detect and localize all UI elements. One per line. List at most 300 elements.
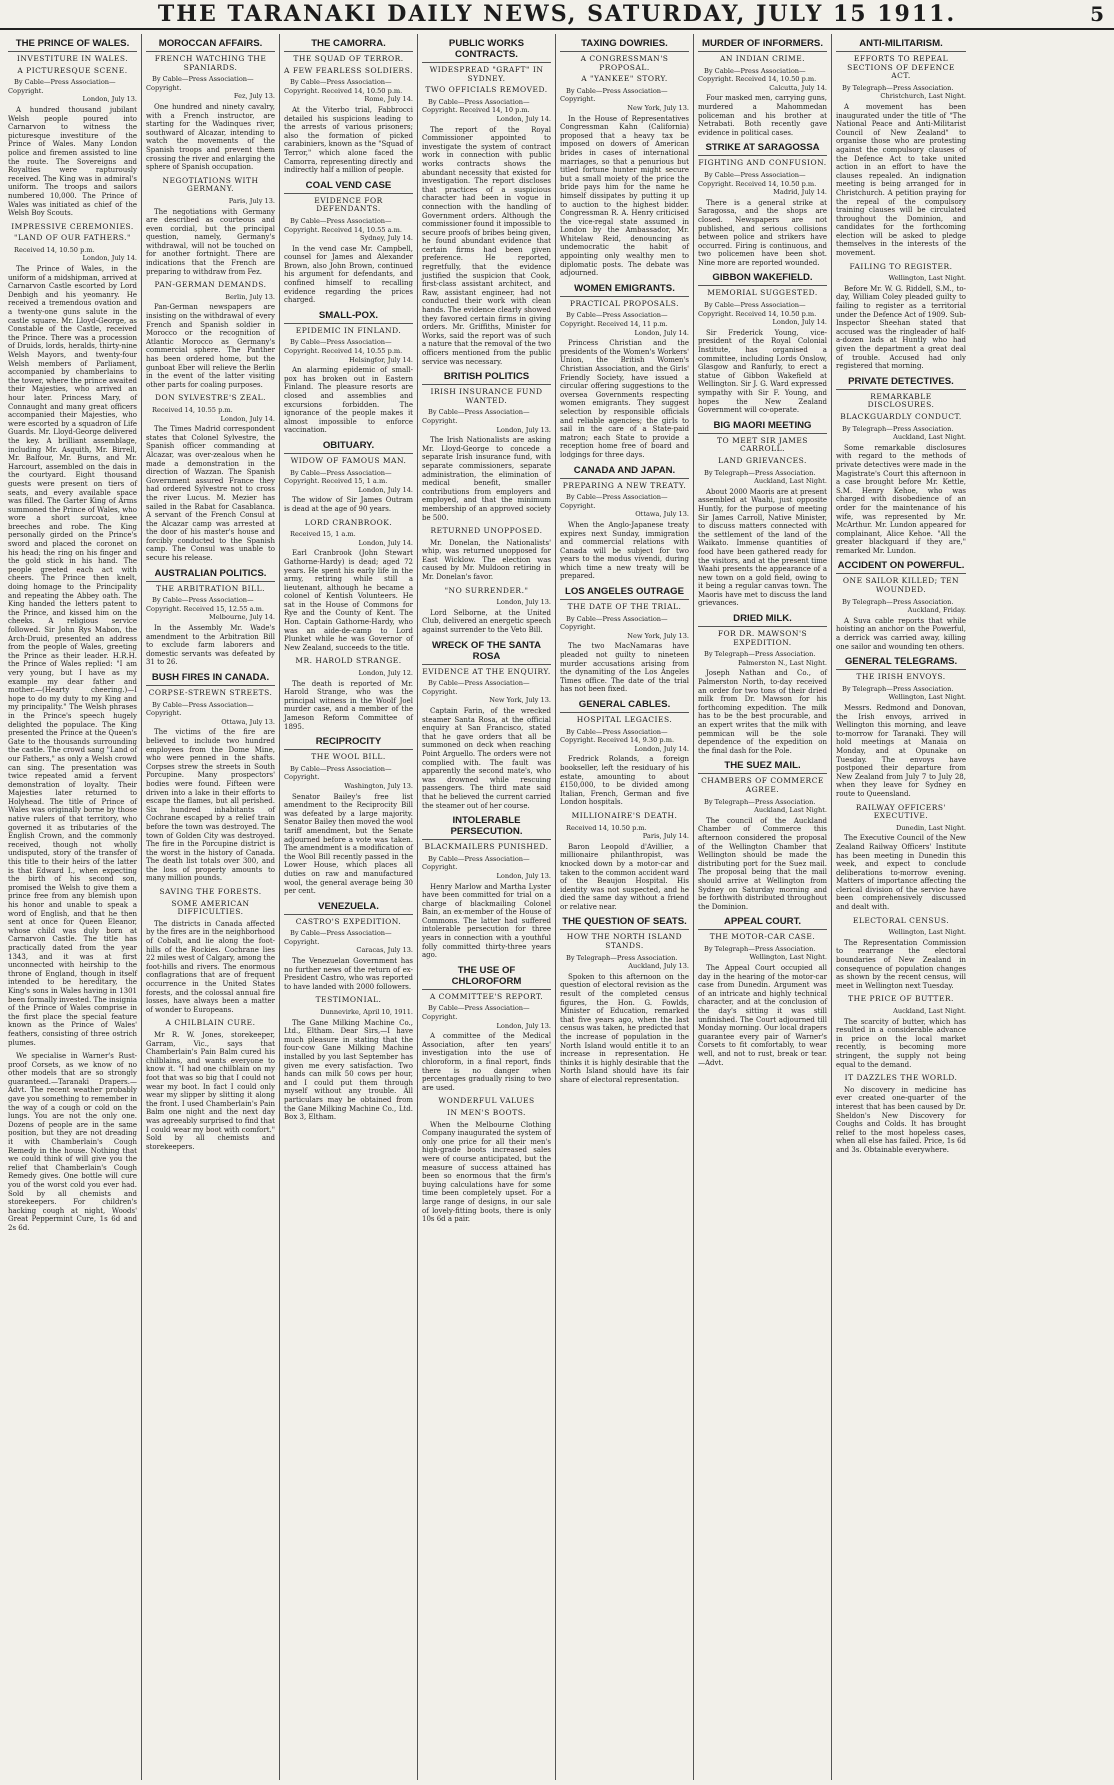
article-headline: VENEZUELA.: [284, 901, 413, 915]
article-credit: By Cable—Press Association—Copyright.: [146, 75, 254, 92]
article: [284, 519, 413, 653]
article-headline: GENERAL CABLES.: [560, 699, 689, 713]
article-body: [146, 425, 275, 563]
article-headline: COAL VEND CASE: [284, 180, 413, 194]
article-subheading: IT DAZZLES THE WORLD.: [844, 1073, 958, 1083]
article-credit: By Cable—Press Association—Copyright. Received 14, 10.50 p.m.: [698, 66, 817, 84]
article-paragraph: A movement has been inaugurated under the title of "The National Peace and Anti-Militarist Council of New Zealand" to organise those who are protesting against the compulsory clauses of the Defence Act to take united action in an effort to have the clauses repealed. An indignation meeting is being arranged for in Christchurch. A petition praying for the repeal of the compulsory training clauses will be circulated throughout the Dominion, and candidates for the forthcoming election will be asked to pledge themselves in the interests of the movement.: [836, 102, 966, 258]
article: [422, 527, 551, 582]
article-paragraph: One hundred and ninety cavalry, with a French instructor, are starting for the Wadinques river, southward of Alcazar, intending to watch the movements of the Spanish troops and prevent them crossing the river and enlarging the sphere of Spanish occupation.: [146, 102, 275, 172]
article-body: [284, 496, 413, 513]
article-subheading: A CONGRESSMAN'S PROPOSAL.: [580, 54, 669, 72]
article-subheading: TESTIMONIAL.: [315, 995, 382, 1005]
article: [836, 38, 966, 258]
article-credit: By Cable—Press Association—Copyright.: [422, 679, 530, 696]
article-body: [698, 488, 827, 608]
article: [284, 310, 413, 435]
article-dateline: Dunnevirke, April 10, 1911.: [320, 1008, 413, 1017]
article-subheading: "NO SURRENDER.": [444, 585, 529, 595]
article: [560, 38, 689, 278]
article: [836, 376, 966, 556]
article-dateline: London, July 14.: [82, 254, 137, 263]
article-paragraph: A hundred thousand jubilant Welsh people poured into Carnarvon to witness the picturesque investiture of the Prince of Wales. Many London police and firemen assisted to line the route. The Sovereigns and Royalties were rapturously received. The King was in admiral's uniform. The troops and sailors numbered 10,000. The Prince of Wales was initiated as chief of the Welsh Boy Scouts.: [8, 105, 137, 218]
news-column: [556, 34, 694, 1780]
article-body: [284, 245, 413, 305]
article-body: [146, 920, 275, 1015]
article-subheading: NEGOTIATIONS WITH GERMANY.: [162, 175, 259, 194]
article-paragraph: Pan-German newspapers are insisting on the withdrawal of every French and Spanish soldier in Morocco or the recognition of Atlantic Morocco as Germany's commercial sphere. The Panther has been ordered home, but the gunboat Eber will relieve the Berlin in the event of the latter visiting other parts for coaling purposes.: [146, 303, 275, 389]
article: [836, 1074, 966, 1154]
article: [698, 272, 827, 414]
article-body: [422, 1032, 551, 1092]
article-paragraph: The Representation Commission to rearrange the electoral boundaries of New Zealand in consequence of population changes as shown by the recent census, will meet in Wellington next Tuesday.: [836, 938, 966, 990]
article-headline: APPEAL COURT.: [698, 916, 827, 930]
article-subheading: AN INDIAN CRIME.: [719, 54, 806, 63]
article-subheading: CASTRO'S EXPEDITION.: [295, 916, 402, 926]
article-headline: WOMEN EMIGRANTS.: [560, 283, 689, 297]
article-body: [698, 94, 827, 137]
article-subheading: INVESTITURE IN WALES.: [16, 54, 129, 63]
article: [8, 38, 137, 218]
article-subheading: A COMMITTEE'S REPORT.: [429, 991, 544, 1001]
news-column: [280, 34, 418, 1780]
article-dateline: London, July 14.: [358, 485, 413, 494]
article: [422, 38, 551, 366]
article-paragraph: About 2000 Maoris are at present assembled at Waahi, just opposite Huntly, for the purpose of meeting Sir James Carroll, Native Minister, to discuss matters connected with the settlement of the land of the Waikato. Immense quantities of food have been gathered ready for the visitors, and at the present time Waahi presents the appearance of a new town on a gold field, owing to it being a regular canvas town. The Maoris have met to discuss the land grievances.: [698, 487, 827, 608]
article-subheading: BLACKGUARDLY CONDUCT.: [840, 411, 962, 421]
article-paragraph: The districts in Canada affected by the fires are in the neighborhood of Cobalt, and lie along the foot-hills of the Rockies. Cochrane lies 22 miles west of Calgary, among the foot-hills and rivers. The enormous conflagrations that are of frequent occurrence in the United States forests, and the colossal annual fire losses, have always been a matter of wonder to Europeans.: [146, 919, 275, 1014]
article-paragraph: Earl Cranbrook (John Stewart Gathorne-Hardy) is dead; aged 72 years. He spent his early life in the army, retiring while still a lieutenant, although he became a colonel of Kentish Volunteers. He sat in the House of Commons for Rye and the County of Kent. The Hon. Captain Gathorne-Hardy, who was an aide-de-camp to Lord Plunket while he was Governor of New Zealand, succeeds to the title.: [284, 549, 413, 652]
article-headline: CANADA AND JAPAN.: [560, 465, 689, 479]
columns-container: [0, 30, 1114, 1780]
article-subheading: HOSPITAL LEGACIES.: [576, 715, 673, 724]
article-headline: ACCIDENT ON POWERFUL.: [836, 560, 966, 574]
article-body: [284, 793, 413, 896]
article-subheading: SAVING THE FORESTS.: [159, 887, 262, 897]
news-column: [418, 34, 556, 1780]
article-credit: By Cable—Press Association—Copyright.: [560, 493, 668, 510]
article-paragraph: The council of the Auckland Chamber of Commerce this afternoon considered the proposal of the Wellington Chamber that Wellington should be made the distributing port for the Suez mail. The proposal being that the mail should arrive at Wellington from Sydney on Saturday morning and be forthwith distributed throughout the Dominion.: [698, 816, 827, 911]
article-headline: RECIPROCITY: [284, 736, 413, 750]
article-body: [836, 103, 966, 258]
article-body: [560, 339, 689, 459]
article: [284, 996, 413, 1121]
article-paragraph: The two MacNamaras have pleaded not guilty to nineteen murder accusations arising from the dynamiting of the Los Angeles Times office. The date of the trial has not been fixed.: [560, 642, 689, 694]
article-dateline: Auckland, Last Night.: [754, 477, 827, 486]
article-body: [8, 106, 137, 218]
article-paragraph: A Suva cable reports that while hoisting an anchor on the Powerful, a derrick was carried away, killing one sailor and wounding ten others.: [836, 616, 966, 651]
masthead-title: THE TARANAKI DAILY NEWS, SATURDAY, JULY 15 1911.: [157, 1, 957, 27]
article: [560, 916, 689, 1084]
article-dateline: Melbourne, July 14.: [209, 613, 275, 622]
article-headline: MURDER OF INFORMERS.: [698, 38, 827, 52]
article-subheading: LORD CRANBROOK.: [304, 517, 393, 527]
article-subheading: IMPRESSIVE CEREMONIES.: [11, 221, 134, 231]
article-paragraph: The Appeal Court occupied all day in the hearing of the motor-car case from Dunedin. Argument was of an intricate and highly technical character, and at the conclusion of the day's sitting it was still unfinished. The Court adjourned till Monday morning. Our local drapers guarantee every pair of Warner's Corsets to fit comfortably, to wear well, and not to rust, break or tear.—Advt.: [698, 964, 827, 1067]
article: [560, 699, 689, 807]
article-credit: By Cable—Press Association—Copyright. Received 14, 10.50 p.m.: [698, 301, 817, 318]
article-body: [560, 115, 689, 278]
article-paragraph: No discovery in medicine has ever created one-quarter of the interest that has been caused by Dr. Sheldon's New Discovery for Coughs and Colds. It has brought relief to the most hopeless cases, when all else has failed. Price, 1s 6d and 3s. Obtainable everywhere.: [836, 1085, 966, 1154]
article-headline: GIBBON WAKEFIELD.: [698, 272, 827, 286]
article-dateline: Caracas, July 13.: [356, 946, 413, 955]
article-body: [284, 1019, 413, 1122]
article-body: [422, 126, 551, 367]
article-headline: THE PRINCE OF WALES.: [8, 38, 137, 52]
news-column: [694, 34, 832, 1780]
article-headline: BIG MAORI MEETING: [698, 420, 827, 434]
article: [284, 38, 413, 175]
article: [284, 736, 413, 896]
article-credit: By Cable—Press Association—Copyright.: [8, 78, 116, 95]
article-headline: ANTI-MILITARISM.: [836, 38, 966, 52]
article-headline: THE QUESTION OF SEATS.: [560, 916, 689, 930]
article-credit: By Cable—Press Association—Copyright. Received 14, 10 p.m.: [422, 97, 530, 115]
article-credit: By Cable—Press Association—Copyright.: [422, 408, 530, 425]
article-body: [698, 817, 827, 912]
article-subheading: PRACTICAL PROPOSALS.: [569, 298, 680, 308]
article-subheading: "LAND OF OUR FATHERS.": [14, 233, 131, 243]
article-paragraph: Before Mr. W. G. Riddell, S.M., to-day, William Coley pleaded guilty to failing to register as a territorial under the Defence Act of 1909. Sub-Inspector Sheehan stated that accused was the ringleader of half-a-dozen lads at Huntly who had given the department a great deal of trouble. Accused had only registered that morning.: [836, 284, 966, 371]
article-dateline: Auckland, Last Night.: [754, 806, 827, 815]
article-body: [146, 103, 275, 172]
article-paragraph: Some remarkable disclosures with regard to the methods of private detectives were made in the Magistrate's Court this afternoon in a case brought before Mr. Kettle, S.M. Henry Kehoe, who was charged with disobedience of an order for the maintenance of his wife, was represented by Mr. McArthur. Mr. Lundon appeared for complainant, Alice Kehoe. "All the greater blackguard if they are," remarked Mr. Lundon.: [836, 443, 966, 555]
article-body: [836, 444, 966, 556]
article-body: [284, 549, 413, 652]
article-paragraph: The Executive Council of the New Zealand Railway Officers' Institute has been meeting in Dunedin this week, and expect to conclude deliberations to-morrow evening. Matters of importance affecting the clerical division of the service have been comprehensively discussed and dealt with.: [836, 834, 966, 912]
article: [836, 995, 966, 1069]
article-headline: BRITISH POLITICS: [422, 371, 551, 385]
article: [146, 394, 275, 562]
article-credit: By Cable—Press Association—Copyright.: [422, 1004, 530, 1022]
article-paragraph: When the Anglo-Japanese treaty expires next Sunday, immigration and commercial relations with Canada will be subject for two years to the modus vivendi, during which time a new treaty will be prepared.: [560, 520, 689, 581]
article: [422, 587, 551, 635]
article-dateline: New York, July 13.: [489, 696, 551, 705]
article-credit: By Cable—Press Association—Copyright.: [146, 700, 254, 718]
article-dateline: Paris, July 14.: [642, 832, 689, 841]
article-subheading: IN MEN'S BOOTS.: [447, 1107, 526, 1117]
article-dateline: Palmerston N., Last Night.: [738, 658, 827, 667]
article-headline: THE USE OF CHLOROFORM: [422, 965, 551, 990]
article-credit: By Telegraph—Press Association.: [842, 597, 954, 606]
article: [698, 38, 827, 137]
article-body: [836, 1018, 966, 1070]
article-subheading: EVIDENCE FOR DEFENDANTS.: [314, 195, 383, 214]
article-credit: By Cable—Press Association—Copyright. Received 14, 10.50 p.m.: [698, 170, 817, 188]
article-credit: By Telegraph—Press Association.: [704, 797, 816, 806]
article-paragraph: The death is reported of Mr. Harold Strange, who was the principal witness in the Woolf Joel murder case, and a member of the Jameson Reform Committee of 1895.: [284, 679, 413, 731]
article-dateline: Wellington, Last Night.: [749, 953, 827, 962]
article-subheading: EFFORTS TO REPEAL SECTIONS OF DEFENCE ACT.: [847, 54, 955, 81]
article-headline: BUSH FIRES IN CANADA.: [146, 672, 275, 686]
article-body: [422, 707, 551, 810]
article-headline: GENERAL TELEGRAMS.: [836, 656, 966, 670]
article-subheading: THE WOOL BILL.: [311, 752, 386, 762]
article-headline: OBITUARY.: [284, 440, 413, 454]
article-dateline: Berlin, July 13.: [225, 292, 275, 301]
article-subheading: A CHILBLAIN CURE.: [165, 1018, 256, 1028]
article: [698, 420, 827, 608]
article-dateline: Dunedin, Last Night.: [896, 823, 966, 832]
article-credit: Received 14, 10.55 p.m.: [152, 405, 233, 414]
article-paragraph: The Venezuelan Government has no further news of the return of ex-President Castro, who was reported to have landed with 2000 followers.: [284, 957, 413, 991]
article-paragraph: Joseph Nathan and Co., of Palmerston North, to-day received an order for two tons of their dried milk from Dr. Mawson for his forthcoming expedition. The milk has to be the best procurable, and an expert writes that the milk with pemmican will be the sole dependence of the expedition on the final dash for the Pole.: [698, 669, 827, 755]
article-body: [284, 680, 413, 732]
article: [284, 440, 413, 514]
article-body: [284, 106, 413, 175]
article-credit: By Cable—Press Association—Copyright. Received 14, 10.50 p.m.: [284, 78, 403, 95]
article-paragraph: Captain Farin, of the wrecked steamer Santa Rosa, at the official enquiry at San Francisco, stated that he gave orders that all be summoned on deck when reaching Point Arguello. The orders were not complied with. The fault was apparently the second mate's, who was drowned while rescuing passengers. The third mate said that he believed the current carried the steamer out of her course.: [422, 707, 551, 810]
article: [284, 657, 413, 731]
article-body: [698, 669, 827, 755]
article-body: [560, 973, 689, 1085]
article-paragraph: In the House of Representatives Congressman Kahn (California) proposed that a heavy tax be imposed on dowers of American brides in cases of international marriages, so that a penurious but titled fortune hunter might secure but a small moiety of the price the bride pays him for the name he himself dissipates by putting it up to auction to the highest bidder. Congressman R. A. Henry criticised the vice-regal state assumed in London by the Ambassador, Mr. Whitelaw Reid, denouncing as undemocratic the habit of appointing only wealthy men to diplomatic posts. The debate was adjourned.: [560, 114, 689, 278]
article-dateline: London, July 12.: [358, 669, 413, 678]
article-credit: By Telegraph—Press Association.: [842, 83, 954, 92]
article-subheading: THE ARBITRATION BILL.: [156, 583, 265, 593]
article: [836, 917, 966, 991]
article-paragraph: The Irish Nationalists are asking Mr. Lloyd-George to concede a separate Irish insurance fund, with separate commissioners, separate administration, the elimination of medical benefit, smaller contributions from employers and employed, and that the minimum membership of an approved society be 500.: [422, 436, 551, 522]
article-subheading: WIDOW OF FAMOUS MAN.: [290, 455, 407, 465]
article-body: [836, 1086, 966, 1155]
article-headline: THE SUEZ MAIL.: [698, 760, 827, 774]
article-subheading: PAN-GERMAN DEMANDS.: [154, 280, 267, 290]
article-dateline: Fez, July 13.: [233, 92, 275, 101]
article: [560, 812, 689, 912]
article-credit: By Telegraph—Press Association.: [704, 650, 816, 659]
article-body: [422, 1121, 551, 1224]
article: [146, 177, 275, 277]
article-paragraph: The scarcity of butter, which has resulted in a considerable advance in price on the local market recently, is becoming more stringent, the supply not being equal to the demand.: [836, 1017, 966, 1069]
article-paragraph: Baron Leopold d'Avillier, a millionaire philanthropist, was knocked down by a motor-car and taken to the common accident ward of the Beaujon Hospital. His identity was not suspected, and he died the same day without a friend or relative near.: [560, 842, 689, 911]
news-column: [142, 34, 280, 1780]
article-headline: PUBLIC WORKS CONTRACTS.: [422, 38, 551, 63]
article-subheading: ELECTORAL CENSUS.: [852, 915, 950, 925]
article-paragraph: Spoken to this afternoon on the question of electoral revision as the result of the completed census figures, the Hon. G. Fowlds, Minister of Education, remarked that five years ago, when the last census was taken, he predicted that the increase of population in the North Island would entitle it to an increase in representation. He thinks it is highly desirable that the North Island should have its fair share of electoral representation.: [560, 972, 689, 1084]
article: [284, 180, 413, 305]
article-body: [146, 728, 275, 883]
article: [422, 640, 551, 811]
article-headline: LOS ANGELES OUTRAGE: [560, 586, 689, 600]
article-paragraph: Fredrick Rolands, a foreign bookseller, left the residuary of his estate, amounting to about £150,000, to be divided among Italian, French, German and five London hospitals.: [560, 755, 689, 807]
article-dateline: Madrid, July 14.: [773, 188, 827, 197]
article-subheading: RETURNED UNOPPOSED.: [430, 526, 543, 536]
article-paragraph: Mr. Donelan, the Nationalists' whip, was returned unopposed for East Wicklow. The election was caused by Mr. Muldoon retiring in Mr. Donelan's favor.: [422, 538, 551, 582]
article-dateline: London, July 14.: [220, 414, 275, 423]
article-dateline: Sydney, July 14.: [360, 234, 413, 243]
article-credit: By Cable—Press Association—Copyright. Received 14, 10.55 a.m.: [284, 216, 402, 234]
article-credit: By Telegraph—Press Association.: [566, 953, 678, 962]
article-paragraph: Lord Selborne, at the United Club, delivered an energetic speech against surrender to the Veto Bill.: [422, 608, 551, 635]
article-body: [560, 642, 689, 694]
article-subheading: CORPSE-STREWN STREETS.: [148, 688, 273, 697]
article-paragraph: At the Viterbo trial, Fabbrocci detailed his suspicions leading to the arrests of various prisoners; also the formation of picked carabiniers, known as the "Squad of Terror," which alone faced the Camorra, representing directly and indirectly half a million of people.: [284, 105, 413, 175]
article-headline: INTOLERABLE PERSECUTION.: [422, 815, 551, 840]
article: [698, 916, 827, 1067]
article-dateline: London, July 13.: [496, 425, 551, 434]
article-subheading: A FEW FEARLESS SOLDIERS.: [284, 65, 413, 75]
article-dateline: London, July 13.: [496, 1021, 551, 1030]
article-body: [836, 704, 966, 799]
article-paragraph: There is a general strike at Saragossa, and the shops are closed. Newspapers are not published, and serious collisions between police and strikers have occurred. Firing is continuous, and two policemen have been shot. Nine more are reported wounded.: [698, 198, 827, 267]
article-dateline: Calcutta, July 14.: [769, 83, 827, 92]
article-subheading: MILLIONAIRE'S DEATH.: [571, 810, 678, 820]
article-body: [284, 366, 413, 435]
article-paragraph: When the Melbourne Clothing Company inaugurated the system of only one price for all their men's high-grade boots increased sales were of course anticipated, but the measure of success attained has been so enormous that the firm's buying calculations have for some time been completely upset. For a large range of designs, in our sale of lovely-fitting boots, there is only 10s 6d a pair.: [422, 1120, 551, 1224]
masthead: [0, 0, 1114, 30]
article-subheading: SOME AMERICAN DIFFICULTIES.: [171, 898, 250, 917]
article-subheading: THE DATE OF THE TRIAL.: [567, 602, 682, 612]
article-subheading: FOR DR. MAWSON'S EXPEDITION.: [717, 629, 808, 647]
article-subheading: THE SQUAD OF TERROR.: [293, 54, 404, 63]
article-body: [284, 957, 413, 991]
article-credit: By Cable—Press Association—Copyright.: [284, 764, 392, 782]
article-dateline: London, July 14.: [358, 538, 413, 547]
article-body: [836, 617, 966, 651]
article: [146, 568, 275, 667]
article: [422, 371, 551, 522]
article-subheading: LAND GRIEVANCES.: [718, 455, 807, 465]
article-headline: STRIKE AT SARAGOSSA: [698, 142, 827, 156]
article-paragraph: Sir Frederick Young, vice-president of the Royal Colonial Institute, has organised a committee, including Lords Onslow, Glasgow and Ranfurly, to erect a statue of Gibbon Wakefield at Wellington. Sir J. G. Ward expressed sympathy with Sir F. Young, and hopes the New Zealand Government will co-operate.: [698, 328, 827, 415]
article-subheading: THE MOTOR-CAR CASE.: [709, 932, 816, 942]
article-subheading: ONE SAILOR KILLED; TEN WOUNDED.: [842, 576, 960, 595]
article-paragraph: Messrs. Redmond and Donovan, the Irish envoys, arrived in Wellington this morning, and leave to-morrow for Taranaki. They will hold meetings at Manaia on Monday, and at Opunake on Tuesday. The envoys have postponed their departure from New Zealand from July 7 to July 28, when they leave for Sydney en route to Queensland.: [836, 704, 966, 798]
article-dateline: Auckland, Last Night.: [893, 433, 966, 442]
article-subheading: IRISH INSURANCE FUND WANTED.: [430, 387, 543, 405]
article-body: [422, 883, 551, 960]
article-credit: By Cable—Press Association—Copyright.: [560, 86, 668, 104]
article-subheading: A PICTURESQUE SCENE.: [17, 65, 128, 75]
page-number: 5: [1090, 2, 1104, 26]
article-subheading: WONDERFUL VALUES: [438, 1096, 535, 1106]
article-paragraph: Henry Marlow and Martha Lyster have been committed for trial on a charge of blackmailing Colonel Bain, an ex-member of the House of Commons. The latter had suffered intolerable persecution for three years in connection with a youthful folly committed thirty-three years ago.: [422, 882, 551, 960]
article-credit: By Cable—Press Association—Copyright.: [560, 614, 668, 632]
article-dateline: London, July 14.: [496, 114, 551, 123]
article-paragraph: In the vend case Mr. Campbell, counsel for James and Alexander Brown, also John Brown, continued his argument for defendants, and confined himself to recalling evidence regarding the prices charged.: [284, 244, 413, 305]
article-body: [422, 609, 551, 635]
article: [698, 760, 827, 911]
article-body: [836, 285, 966, 371]
article-dateline: Christchurch, Last Night.: [880, 92, 966, 101]
article-dateline: Washington, July 13.: [344, 781, 413, 790]
article: [560, 283, 689, 460]
article-headline: TAXING DOWRIES.: [560, 38, 689, 52]
article-subheading: TO MEET SIR JAMES CARROLL.: [717, 435, 808, 454]
article: [146, 1019, 275, 1151]
article-body: [146, 303, 275, 389]
article-subheading: MEMORIAL SUGGESTED.: [707, 288, 818, 298]
article-credit: Received 15, 1 a.m.: [290, 530, 356, 539]
article-subheading: EVIDENCE AT THE ENQUIRY.: [422, 666, 551, 676]
article: [422, 965, 551, 1093]
article: [560, 465, 689, 582]
article: [146, 888, 275, 1014]
article-headline: MOROCCAN AFFAIRS.: [146, 38, 275, 52]
news-column: [4, 34, 142, 1780]
article-subheading: EPIDEMIC IN FINLAND.: [295, 325, 402, 335]
article-paragraph: In the Assembly Mr. Wade's amendment to the Arbitration Bill to exclude farm laborers and domestic servants was defeated by 31 to 26.: [146, 624, 275, 667]
article: [146, 281, 275, 389]
article: [560, 586, 689, 694]
article-subheading: FRENCH WATCHING THE SPANIARDS.: [154, 54, 267, 72]
article-paragraph: The Gane Milking Machine Co., Ltd., Eltham. Dear Sirs,—I have much pleasure in stating that the four-cow Gane Milking Machine installed by you last September has given me every satisfaction. Two hands can milk 50 cows per hour, and I could put them through myself without any trouble. All particulars may be obtained from the Gane Milking Machine Co., Ltd. Box 3, Eltham.: [284, 1018, 413, 1122]
article-dateline: Wellington, Last Night.: [888, 928, 966, 937]
article-headline: THE CAMORRA.: [284, 38, 413, 52]
article-dateline: Helsingfor, July 14.: [348, 355, 413, 364]
article: [422, 815, 551, 960]
article-subheading: MR. HAROLD STRANGE.: [295, 656, 402, 666]
article-body: [560, 521, 689, 581]
article-body: [146, 208, 275, 277]
article-subheading: HOW THE NORTH ISLAND STANDS.: [566, 932, 683, 951]
article-credit: Received 14, 10.50 p.m.: [566, 823, 647, 832]
article: [836, 804, 966, 912]
article-dateline: Auckland, Last Night.: [893, 1007, 966, 1015]
article-credit: By Cable—Press Association—Copyright. Received 15, 1 a.m.: [284, 468, 392, 486]
article-credit: By Cable—Press Association—Copyright. Received 14, 9.30 p.m.: [560, 727, 675, 745]
article: [698, 142, 827, 267]
article-subheading: RAILWAY OFFICERS' EXECUTIVE.: [855, 802, 947, 821]
article-body: [698, 199, 827, 268]
article: [146, 672, 275, 883]
article-paragraph: Senator Bailey's free list amendment to the Reciprocity Bill was defeated by a large majority. Senator Bailey then moved the wool tariff amendment, but the Senate adjourned before a vote was taken. The amendment is a modification of the Wool Bill recently passed in the Lower House, which places all duties on raw and manufactured wool, the general average being 30 per cent.: [284, 792, 413, 896]
article-headline: DRIED MILK.: [698, 613, 827, 627]
article-subheading: FAILING TO REGISTER.: [849, 261, 953, 271]
article-paragraph: Princess Christian and the presidents of the Women's Workers' Union, the British Women's Christian Association, and the Girls' Friendly Society, have issued a circular offering suggestions to the oversea Governments respecting women emigrants. They suggest selection by responsible officials and reliable agencies; the girls to sail in the care of a State-paid matron; each State to provide a reception home free of board and lodgings for three days.: [560, 339, 689, 459]
article-paragraph: The Prince of Wales, in the uniform of a midshipman, arrived at Carnarvon Castle escorted by Lord Denbigh and his yeomanry. He received a tremendous ovation and a twenty-one guns salute in the castle square. Mr. Lloyd-George, as Constable of the Castle, received the Prince. There was a procession of Druids, lords, heralds, thirty-nine Welsh Mayors, and twenty-four Welsh members of Parliament, accompanied by chamberlains to the tower, where the prince awaited their Majesties, who arrived an hour later. Princess Mary, of Connaught and many great officers accompanied their Majesties, who were escorted by a squadron of Life Guards. Mr. Lloyd-George delivered the key. A brilliant assemblage, including Mr. Asquith, Mr. Birrell, Mr. Balfour, Mr. Burns, and Mr. Harcourt, assembled on the dais in the courtyard. Eight thousand guests were present on tiers of seats, and every available space was filled. The Garter King of Arms summoned the Prince of Wales, who wore a short surcoat, knee breeches and robe. The King personally girded on the Prince's sword and placed the coronet on his head; the ring on his finger and the gold stick in his hand. The people greeted each act with cheers. The Prince then knelt, doing homage to the Principality and repeating the Abbey oath. The King handed the letters patent to the Prince, and kissed him on the cheeks. A religious service followed. Sir John Rys Mabon, the Arch-Druid, presented an address from the people of Wales, greeting the Prince as their leader. H.R.H. the Prince of Wales replied: "I am very young, but I have as my example my dear father and mother.—(Hearty cheering.)—I hope to do my duty to my King and my principality." The Welsh phrases in the Prince's speech hugely delighted the populace. The King presented the Prince at the Queen's Gate to the thousands surrounding the castle. The crowd sang "Land of our Fathers," as only a Welsh crowd can sing. The presentation was twice repeated amid a fervent demonstration of loyalty. Their Majesties later returned to Holyhead. The title of Prince of Wales was originally borne by those native rulers of that territory, who governed it as tributaries of the English Crown, and the commonly received, though not wholly undisputed, story of the transfer of this title to their heirs of the latter is that Edward I., when expecting the birth of his second son, promised the Welsh to give them a prince free from any blemish upon his honor and unable to speak a word of English, and that he then sent at once for Queen Eleanor, whose child was duly born at Carnarvon Castle. The title has practically dated from the year 1343, and it was at first unconnected with heirship to the throne of England, though in itself intended to be hereditary, the King's sons in Wales having in 1301 been formally invested. The insignia of the Prince of Wales comprise in the first place the special feature known as the Prince of Wales' feathers, consisting of three ostrich plumes.: [8, 265, 137, 1047]
article-headline: SMALL-POX.: [284, 310, 413, 324]
article-body: [8, 265, 137, 1047]
article-dateline: Auckland, July 13.: [628, 962, 689, 971]
article-paragraph: The victims of the fire are believed to include two hundred employees from the Dome Mine, who were penned in the shafts. Corpses strew the streets in South Porcupine. Many prospectors' bodies were found. Fifteen were driven into a lake in their efforts to escape the flames, but all perished. Six hundred inhabitants of Cochrane escaped by a relief train before the town was destroyed. The town of Golden City was destroyed. The fire in the Porcupine district is the worst in the history of Canada. The death list totals over 300, and the loss of property amounts to many million pounds.: [146, 728, 275, 883]
article-subheading: REMARKABLE DISCLOSURES.: [867, 391, 935, 410]
article-dateline: London, July 13.: [496, 598, 551, 607]
article-dateline: London, July 14.: [634, 328, 689, 337]
article: [836, 560, 966, 651]
article-paragraph: A committee of the Medical Association, after ten years' investigation into the use of chloroform, in a final report, finds there is no danger when percentages gradually rising to two are used.: [422, 1032, 551, 1092]
article-headline: PRIVATE DETECTIVES.: [836, 376, 966, 390]
article-dateline: London, July 13.: [496, 871, 551, 880]
article-dateline: New York, July 13.: [627, 103, 689, 112]
article: [284, 901, 413, 992]
article-body: [146, 1031, 275, 1151]
article-credit: By Cable—Press Association—Copyright. Received 14, 11 p.m.: [560, 311, 668, 329]
article-body: [146, 624, 275, 667]
article-dateline: London, July 14.: [634, 744, 689, 753]
article-body: [422, 539, 551, 582]
article-body: [560, 843, 689, 912]
article-credit: By Telegraph—Press Association.: [842, 684, 954, 693]
article: [8, 223, 137, 1047]
article-dateline: Paris, July 13.: [228, 196, 275, 205]
article-paragraph: Mr R. W. Jones, storekeeper, Garram, Vic., says that Chamberlain's Pain Balm cured his chilblains, and wants everyone to know it. "I had one chilblain on my foot that was so big that I could not wear my boot. In fact I could only wear my slipper by slitting it along the front. I used Chamberlain's Pain Balm one night and the next day was agreeably surprised to find that I could wear my boot with comfort." Sold by all chemists and storekeepers.: [146, 1030, 275, 1151]
article-credit: Received 14, 10.50 p.m.: [14, 245, 95, 254]
article-dateline: Ottawa, July 13.: [221, 717, 275, 726]
article-paragraph: We specialise in Warner's Rust-proof Corsets, as we know of no other models that are so strongly guaranteed.—Taranaki Drapers.—Advt. The recent weather probably gave you something to remember in the way of a cough or cold on the lungs. You are not the only one. Dozens of people are in the same position, but they are not dreading it with Chamberlain's Cough Remedy in the house. Nothing that we could think of will give you the relief that Chamberlain's Cough Remedy gives. One bottle will cure you of the worst cold you ever had. Sold by all chemists and storekeepers. For children's hacking cough at night, Woods' Great Peppermint Cure, 1s 6d and 2s 6d.: [8, 1052, 137, 1232]
article-dateline: Rome, July 14.: [364, 95, 413, 104]
article-paragraph: An alarming epidemic of small-pox has broken out in Eastern Finland. The pleasure resorts are closed and assemblies and excursions forbidden. The ignorance of the people makes it almost impossible to enforce vaccination.: [284, 366, 413, 435]
article-paragraph: Four masked men, carrying guns, murdered a Mahommedan policeman and his brother at Netrabati. Both recently gave evidence in political cases.: [698, 94, 827, 137]
article-credit: By Telegraph—Press Association.: [842, 424, 954, 433]
article-dateline: Wellington, Last Night.: [888, 693, 966, 702]
article-paragraph: The report of the Royal Commissioner appointed to investigate the system of contract work in connection with public works contracts shows the abundant necessity that existed for investigation. The report discloses that practices of a suspicious character had been in vogue in connection with the handling of Government orders. Although the commissioner found it impossible to secure proofs of bribes being given, he found abundant evidence that certain firms had been given preference. He reported, regretfully, that the evidence justified the suspicion that Cook, first-class assistant architect, and Raw, assistant engineer, had not conducted their work with clean hands. The evidence clearly showed they favored certain firms in giving orders. Mr. Griffiths, Minister for Works, said the report was of such a nature that the removal of the two officers mentioned from the public service was necessary.: [422, 125, 552, 366]
article: [8, 1052, 137, 1232]
article-dateline: Wellington, Last Night.: [888, 274, 966, 283]
article: [836, 656, 966, 798]
article-body: [422, 436, 551, 522]
article-credit: By Telegraph—Press Association.: [704, 944, 816, 953]
